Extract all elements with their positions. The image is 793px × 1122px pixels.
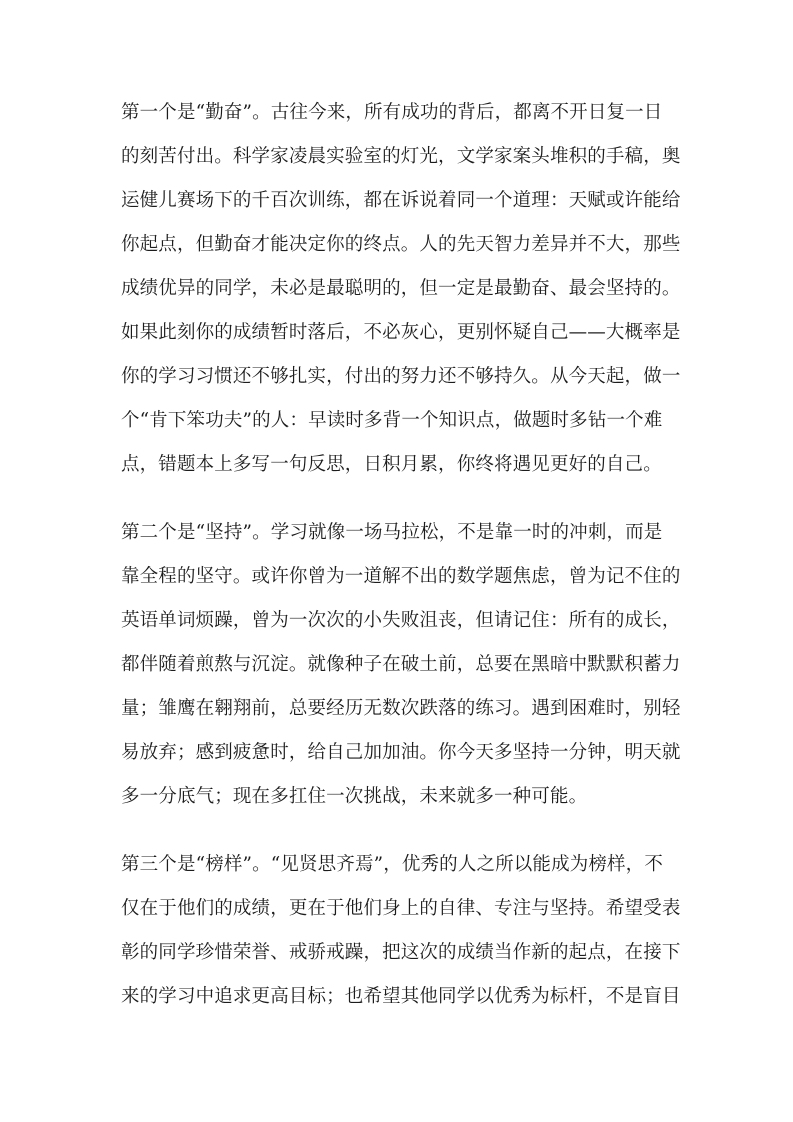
text-line: 如果此刻你的成绩暂时落后，不必灰心，更别怀疑自己——大概率是 [121, 322, 681, 343]
text-line: 仅在于他们的成绩，更在于他们身上的自律、专注与坚持。希望受表 [121, 898, 681, 919]
text-line: 易放弃；感到疲惫时，给自己加加油。你今天多坚持一分钟，明天就 [121, 742, 681, 763]
text-line: 多一分底气；现在多扛住一次挑战，未来就多一种可能。 [121, 786, 588, 807]
text-line: 第一个是“勤奋”。古往今来，所有成功的背后，都离不开日复一日 [121, 102, 663, 123]
text-line: 靠全程的坚守。或许你曾为一道解不出的数学题焦虑，曾为记不住的 [121, 566, 681, 587]
text-line: 个“肯下笨功夫”的人：早读时多背一个知识点，做题时多钻一个难 [121, 410, 663, 431]
text-line: 运健儿赛场下的千百次训练，都在诉说着同一个道理：天赋或许能给 [121, 190, 681, 211]
text-line: 的刻苦付出。科学家凌晨实验室的灯光，文学家案头堆积的手稿，奥 [121, 146, 681, 167]
text-line: 来的学习中追求更高目标；也希望其他同学以优秀为标杆，不是盲目 [121, 986, 681, 1007]
text-line: 点，错题本上多写一句反思，日积月累，你终将遇见更好的自己。 [121, 454, 662, 475]
text-line: 你起点，但勤奋才能决定你的终点。人的先天智力差异并不大，那些 [121, 234, 681, 255]
text-line: 成绩优异的同学，未必是最聪明的，但一定是最勤奋、最会坚持的。 [121, 278, 681, 299]
text-line: 彰的同学珍惜荣誉、戒骄戒躁，把这次的成绩当作新的起点，在接下 [121, 942, 681, 963]
text-line: 量；雏鹰在翱翔前，总要经历无数次跌落的练习。遇到困难时，别轻 [121, 698, 681, 719]
text-line: 第二个是“坚持”。学习就像一场马拉松，不是靠一时的冲刺，而是 [121, 522, 663, 543]
text-line: 英语单词烦躁，曾为一次次的小失败沮丧，但请记住：所有的成长， [121, 610, 681, 631]
text-line: 第三个是“榜样”。“见贤思齐焉”，优秀的人之所以能成为榜样，不 [121, 854, 663, 875]
text-line: 都伴随着煎熬与沉淀。就像种子在破土前，总要在黑暗中默默积蓄力 [121, 654, 681, 675]
text-line: 你的学习习惯还不够扎实，付出的努力还不够持久。从今天起，做一 [121, 366, 681, 387]
